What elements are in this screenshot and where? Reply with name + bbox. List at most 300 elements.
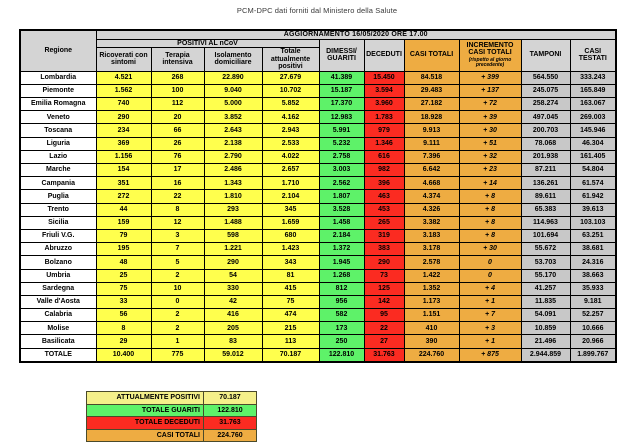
cell-tamponi: 54.091: [521, 309, 570, 322]
cell-dimessi-guariti: 5.232: [319, 137, 364, 150]
cell-casi-testati: 20.966: [570, 335, 616, 348]
cell-totale-positivi: 2.943: [262, 124, 319, 137]
cell-dimessi-guariti: 15.187: [319, 84, 364, 97]
cell-tamponi: 101.694: [521, 229, 570, 242]
cell-casi-totali: 9.913: [404, 124, 459, 137]
cell-incremento: + 8: [459, 216, 521, 229]
cell-casi-totali: 7.396: [404, 150, 459, 163]
cell-incremento: + 7: [459, 309, 521, 322]
covid-regions-table: [19, 29, 617, 363]
cell-casi-testati: 103.103: [570, 216, 616, 229]
header-aggiornamento: AGGIORNAMENTO 16/05/2020 ORE 17.00: [96, 30, 616, 39]
covid-regions-table-container: [19, 29, 615, 363]
summary-box: [86, 391, 257, 442]
table-row: [20, 229, 616, 242]
cell-casi-totali: 1.173: [404, 295, 459, 308]
cell-tamponi: 55.170: [521, 269, 570, 282]
cell-terapia-intensiva: 22: [151, 190, 204, 203]
cell-regione: Friuli V.G.: [20, 229, 96, 242]
cell-ricoverati: 159: [96, 216, 151, 229]
cell-dimessi-guariti: 41.389: [319, 71, 364, 84]
table-row: [20, 111, 616, 124]
table-row: [20, 190, 616, 203]
summary-body: [87, 392, 257, 442]
cell-isolamento-domiciliare: 9.040: [204, 84, 262, 97]
cell-casi-testati: 145.946: [570, 124, 616, 137]
cell-ricoverati: 8: [96, 322, 151, 335]
cell-incremento: + 3: [459, 322, 521, 335]
cell-casi-testati: 61.574: [570, 177, 616, 190]
cell-totale-positivi: 2.657: [262, 164, 319, 177]
cell-terapia-intensiva: 76: [151, 150, 204, 163]
cell-casi-totali: 1.151: [404, 309, 459, 322]
cell-casi-testati: 161.405: [570, 150, 616, 163]
cell-isolamento-domiciliare: 2.486: [204, 164, 262, 177]
cell-dimessi-guariti: 1.807: [319, 190, 364, 203]
cell-incremento: + 30: [459, 243, 521, 256]
summary-label: CASI TOTALI: [87, 429, 204, 442]
cell-casi-testati: 35.933: [570, 282, 616, 295]
header-isolamento-domiciliare: Isolamento domiciliare: [204, 48, 262, 72]
cell-tamponi: 53.703: [521, 256, 570, 269]
cell-totale-positivi: 10.702: [262, 84, 319, 97]
cell-incremento: + 14: [459, 177, 521, 190]
cell-casi-totali: 3.183: [404, 229, 459, 242]
header-row-1: [20, 30, 616, 39]
table-body: [20, 71, 616, 362]
table-row: [20, 84, 616, 97]
cell-deceduti: 290: [364, 256, 404, 269]
cell-tamponi: 87.211: [521, 164, 570, 177]
header-incremento-label: INCREMENTO CASI TOTALI: [466, 41, 514, 57]
cell-totale-positivi: 474: [262, 309, 319, 322]
page-title: PCM-DPC dati forniti dal Ministero della Salute: [236, 6, 398, 15]
summary-value: 224.760: [204, 429, 257, 442]
cell-totale-positivi: 345: [262, 203, 319, 216]
cell-terapia-intensiva: 5: [151, 256, 204, 269]
cell-casi-testati: 165.849: [570, 84, 616, 97]
cell-tamponi: 21.496: [521, 335, 570, 348]
cell-isolamento-domiciliare: 416: [204, 309, 262, 322]
cell-regione: Abruzzo: [20, 243, 96, 256]
cell-tamponi: 41.257: [521, 282, 570, 295]
cell-totale-positivi: 81: [262, 269, 319, 282]
cell-isolamento-domiciliare: 83: [204, 335, 262, 348]
cell-isolamento-domiciliare: 2.790: [204, 150, 262, 163]
cell-dimessi-guariti: 250: [319, 335, 364, 348]
cell-terapia-intensiva: 10: [151, 282, 204, 295]
cell-regione: Calabria: [20, 309, 96, 322]
cell-ricoverati: 740: [96, 98, 151, 111]
cell-dimessi-guariti: 2.758: [319, 150, 364, 163]
cell-incremento: + 137: [459, 84, 521, 97]
summary-row: [87, 404, 257, 417]
cell-deceduti: 95: [364, 309, 404, 322]
cell-totale-positivi: 2.533: [262, 137, 319, 150]
table-row: [20, 216, 616, 229]
cell-casi-totali: 4.668: [404, 177, 459, 190]
cell-tamponi: 10.859: [521, 322, 570, 335]
cell-totale-positivi: 680: [262, 229, 319, 242]
cell-casi-totali: 224.760: [404, 348, 459, 362]
cell-totale-positivi: 27.679: [262, 71, 319, 84]
cell-deceduti: 982: [364, 164, 404, 177]
table-row: [20, 203, 616, 216]
cell-terapia-intensiva: 2: [151, 322, 204, 335]
cell-regione: Sardegna: [20, 282, 96, 295]
cell-ricoverati: 25: [96, 269, 151, 282]
cell-dimessi-guariti: 122.810: [319, 348, 364, 362]
cell-terapia-intensiva: 1: [151, 335, 204, 348]
cell-incremento: + 8: [459, 190, 521, 203]
cell-isolamento-domiciliare: 330: [204, 282, 262, 295]
cell-tamponi: 564.550: [521, 71, 570, 84]
cell-regione: Valle d'Aosta: [20, 295, 96, 308]
header-casi-testati: CASI TESTATI: [570, 39, 616, 71]
cell-totale-positivi: 1.710: [262, 177, 319, 190]
cell-ricoverati: 272: [96, 190, 151, 203]
summary-row: [87, 417, 257, 430]
cell-regione: Lazio: [20, 150, 96, 163]
cell-tamponi: 136.261: [521, 177, 570, 190]
cell-casi-testati: 333.243: [570, 71, 616, 84]
table-row: [20, 137, 616, 150]
header-incremento: [459, 39, 521, 71]
cell-regione: Basilicata: [20, 335, 96, 348]
cell-deceduti: 142: [364, 295, 404, 308]
cell-terapia-intensiva: 0: [151, 295, 204, 308]
cell-ricoverati: 1.562: [96, 84, 151, 97]
cell-incremento: 0: [459, 256, 521, 269]
cell-deceduti: 979: [364, 124, 404, 137]
cell-deceduti: 31.763: [364, 348, 404, 362]
cell-deceduti: 396: [364, 177, 404, 190]
cell-terapia-intensiva: 7: [151, 243, 204, 256]
cell-terapia-intensiva: 20: [151, 111, 204, 124]
table-head: [20, 30, 616, 71]
cell-isolamento-domiciliare: 1.343: [204, 177, 262, 190]
cell-regione: Emilia Romagna: [20, 98, 96, 111]
cell-ricoverati: 29: [96, 335, 151, 348]
cell-dimessi-guariti: 1.268: [319, 269, 364, 282]
cell-dimessi-guariti: 2.184: [319, 229, 364, 242]
cell-incremento: + 875: [459, 348, 521, 362]
cell-terapia-intensiva: 66: [151, 124, 204, 137]
cell-ricoverati: 48: [96, 256, 151, 269]
cell-casi-totali: 9.111: [404, 137, 459, 150]
cell-tamponi: 55.672: [521, 243, 570, 256]
cell-isolamento-domiciliare: 2.138: [204, 137, 262, 150]
cell-ricoverati: 369: [96, 137, 151, 150]
cell-deceduti: 1.783: [364, 111, 404, 124]
cell-ricoverati: 290: [96, 111, 151, 124]
cell-dimessi-guariti: 5.991: [319, 124, 364, 137]
summary-row: [87, 392, 257, 405]
cell-totale-positivi: 75: [262, 295, 319, 308]
cell-casi-testati: 61.942: [570, 190, 616, 203]
cell-casi-totali: 6.642: [404, 164, 459, 177]
cell-isolamento-domiciliare: 1.221: [204, 243, 262, 256]
cell-dimessi-guariti: 582: [319, 309, 364, 322]
cell-regione: Piemonte: [20, 84, 96, 97]
table-row: [20, 71, 616, 84]
cell-casi-testati: 1.899.767: [570, 348, 616, 362]
cell-incremento: + 4: [459, 282, 521, 295]
cell-isolamento-domiciliare: 54: [204, 269, 262, 282]
cell-casi-testati: 163.067: [570, 98, 616, 111]
summary-value: 31.763: [204, 417, 257, 430]
cell-tamponi: 89.611: [521, 190, 570, 203]
cell-ricoverati: 79: [96, 229, 151, 242]
header-regione: Regione: [20, 30, 96, 71]
cell-casi-totali: 4.374: [404, 190, 459, 203]
cell-casi-testati: 24.316: [570, 256, 616, 269]
table-row: [20, 309, 616, 322]
cell-casi-testati: 63.251: [570, 229, 616, 242]
cell-deceduti: 1.346: [364, 137, 404, 150]
cell-terapia-intensiva: 268: [151, 71, 204, 84]
cell-tamponi: 65.383: [521, 203, 570, 216]
cell-incremento: + 39: [459, 111, 521, 124]
cell-ricoverati: 4.521: [96, 71, 151, 84]
cell-casi-totali: 1.352: [404, 282, 459, 295]
cell-tamponi: 201.938: [521, 150, 570, 163]
cell-regione: Marche: [20, 164, 96, 177]
cell-terapia-intensiva: 17: [151, 164, 204, 177]
cell-tamponi: 245.075: [521, 84, 570, 97]
table-row: [20, 269, 616, 282]
cell-totale-positivi: 415: [262, 282, 319, 295]
cell-casi-testati: 39.613: [570, 203, 616, 216]
cell-totale-positivi: 1.659: [262, 216, 319, 229]
header-positivi-group: POSITIVI AL nCoV: [96, 39, 319, 48]
cell-isolamento-domiciliare: 2.643: [204, 124, 262, 137]
cell-ricoverati: 351: [96, 177, 151, 190]
cell-incremento: + 32: [459, 150, 521, 163]
cell-casi-totali: 3.382: [404, 216, 459, 229]
cell-deceduti: 22: [364, 322, 404, 335]
cell-ricoverati: 75: [96, 282, 151, 295]
cell-totale-positivi: 4.162: [262, 111, 319, 124]
cell-deceduti: 73: [364, 269, 404, 282]
cell-deceduti: 15.450: [364, 71, 404, 84]
cell-regione: Liguria: [20, 137, 96, 150]
cell-regione: Bolzano: [20, 256, 96, 269]
cell-casi-totali: 390: [404, 335, 459, 348]
cell-terapia-intensiva: 100: [151, 84, 204, 97]
cell-regione: Lombardia: [20, 71, 96, 84]
cell-isolamento-domiciliare: 42: [204, 295, 262, 308]
cell-incremento: + 8: [459, 229, 521, 242]
cell-ricoverati: 195: [96, 243, 151, 256]
cell-isolamento-domiciliare: 293: [204, 203, 262, 216]
cell-casi-totali: 4.326: [404, 203, 459, 216]
cell-isolamento-domiciliare: 3.852: [204, 111, 262, 124]
cell-deceduti: 3.960: [364, 98, 404, 111]
cell-isolamento-domiciliare: 59.012: [204, 348, 262, 362]
cell-deceduti: 463: [364, 190, 404, 203]
cell-ricoverati: 44: [96, 203, 151, 216]
cell-ricoverati: 10.400: [96, 348, 151, 362]
cell-tamponi: 78.068: [521, 137, 570, 150]
cell-casi-testati: 269.003: [570, 111, 616, 124]
cell-regione: Puglia: [20, 190, 96, 203]
cell-dimessi-guariti: 3.003: [319, 164, 364, 177]
cell-regione: Trento: [20, 203, 96, 216]
table-row: [20, 150, 616, 163]
table-total-row: [20, 348, 616, 362]
cell-regione: Campania: [20, 177, 96, 190]
cell-totale-positivi: 1.423: [262, 243, 319, 256]
cell-casi-totali: 1.422: [404, 269, 459, 282]
cell-casi-testati: 46.304: [570, 137, 616, 150]
summary-label: ATTUALMENTE POSITIVI: [87, 392, 204, 405]
summary-value: 70.187: [204, 392, 257, 405]
cell-tamponi: 200.703: [521, 124, 570, 137]
cell-ricoverati: 33: [96, 295, 151, 308]
cell-incremento: + 399: [459, 71, 521, 84]
cell-incremento: + 51: [459, 137, 521, 150]
cell-regione: Veneto: [20, 111, 96, 124]
table-row: [20, 177, 616, 190]
table-row: [20, 282, 616, 295]
table-row: [20, 164, 616, 177]
cell-totale-positivi: 2.104: [262, 190, 319, 203]
cell-dimessi-guariti: 12.983: [319, 111, 364, 124]
cell-isolamento-domiciliare: 1.810: [204, 190, 262, 203]
header-ricoverati: Ricoverati con sintomi: [96, 48, 151, 72]
header-row-2: [20, 39, 616, 48]
cell-casi-testati: 10.666: [570, 322, 616, 335]
cell-totale-positivi: 215: [262, 322, 319, 335]
cell-casi-totali: 29.483: [404, 84, 459, 97]
cell-terapia-intensiva: 2: [151, 309, 204, 322]
cell-terapia-intensiva: 8: [151, 203, 204, 216]
cell-deceduti: 616: [364, 150, 404, 163]
cell-dimessi-guariti: 173: [319, 322, 364, 335]
cell-deceduti: 27: [364, 335, 404, 348]
cell-deceduti: 383: [364, 243, 404, 256]
cell-casi-totali: 410: [404, 322, 459, 335]
cell-tamponi: 258.274: [521, 98, 570, 111]
table-row: [20, 243, 616, 256]
cell-incremento: + 30: [459, 124, 521, 137]
table-row: [20, 98, 616, 111]
cell-tamponi: 497.045: [521, 111, 570, 124]
cell-casi-testati: 38.663: [570, 269, 616, 282]
cell-casi-totali: 84.518: [404, 71, 459, 84]
cell-deceduti: 319: [364, 229, 404, 242]
cell-isolamento-domiciliare: 205: [204, 322, 262, 335]
cell-deceduti: 125: [364, 282, 404, 295]
header-dimessi: DIMESSI/ GUARITI: [319, 39, 364, 71]
cell-totale-positivi: 4.022: [262, 150, 319, 163]
header-totale-attualmente-positivi: Totale attualmente positivi: [262, 48, 319, 72]
cell-terapia-intensiva: 2: [151, 269, 204, 282]
cell-incremento: + 72: [459, 98, 521, 111]
cell-tamponi: 114.963: [521, 216, 570, 229]
cell-terapia-intensiva: 26: [151, 137, 204, 150]
header-deceduti: DECEDUTI: [364, 39, 404, 71]
cell-deceduti: 3.594: [364, 84, 404, 97]
cell-totale-positivi: 5.852: [262, 98, 319, 111]
summary-value: 122.810: [204, 404, 257, 417]
cell-terapia-intensiva: 16: [151, 177, 204, 190]
cell-terapia-intensiva: 112: [151, 98, 204, 111]
cell-dimessi-guariti: 17.370: [319, 98, 364, 111]
cell-regione: TOTALE: [20, 348, 96, 362]
cell-isolamento-domiciliare: 5.000: [204, 98, 262, 111]
table-row: [20, 256, 616, 269]
summary-label: TOTALE GUARITI: [87, 404, 204, 417]
cell-casi-testati: 9.181: [570, 295, 616, 308]
cell-incremento: + 8: [459, 203, 521, 216]
cell-deceduti: 265: [364, 216, 404, 229]
cell-regione: Molise: [20, 322, 96, 335]
cell-tamponi: 2.944.859: [521, 348, 570, 362]
table-row: [20, 335, 616, 348]
cell-dimessi-guariti: 1.945: [319, 256, 364, 269]
cell-terapia-intensiva: 12: [151, 216, 204, 229]
cell-incremento: + 23: [459, 164, 521, 177]
cell-dimessi-guariti: 812: [319, 282, 364, 295]
cell-dimessi-guariti: 2.562: [319, 177, 364, 190]
cell-ricoverati: 1.156: [96, 150, 151, 163]
cell-dimessi-guariti: 1.372: [319, 243, 364, 256]
cell-casi-totali: 2.578: [404, 256, 459, 269]
header-tamponi: TAMPONI: [521, 39, 570, 71]
cell-isolamento-domiciliare: 22.890: [204, 71, 262, 84]
header-casi-totali: CASI TOTALI: [404, 39, 459, 71]
summary-label: TOTALE DECEDUTI: [87, 417, 204, 430]
cell-incremento: 0: [459, 269, 521, 282]
cell-tamponi: 11.835: [521, 295, 570, 308]
cell-totale-positivi: 70.187: [262, 348, 319, 362]
cell-casi-testati: 38.681: [570, 243, 616, 256]
cell-ricoverati: 234: [96, 124, 151, 137]
summary-row: [87, 429, 257, 442]
cell-isolamento-domiciliare: 290: [204, 256, 262, 269]
cell-ricoverati: 56: [96, 309, 151, 322]
cell-regione: Umbria: [20, 269, 96, 282]
cell-casi-totali: 27.182: [404, 98, 459, 111]
cell-totale-positivi: 343: [262, 256, 319, 269]
cell-casi-testati: 52.257: [570, 309, 616, 322]
cell-ricoverati: 154: [96, 164, 151, 177]
cell-isolamento-domiciliare: 598: [204, 229, 262, 242]
table-row: [20, 124, 616, 137]
cell-totale-positivi: 113: [262, 335, 319, 348]
cell-regione: Toscana: [20, 124, 96, 137]
cell-terapia-intensiva: 775: [151, 348, 204, 362]
cell-casi-totali: 3.178: [404, 243, 459, 256]
cell-isolamento-domiciliare: 1.488: [204, 216, 262, 229]
cell-incremento: + 1: [459, 295, 521, 308]
header-terapia-intensiva: Terapia intensiva: [151, 48, 204, 72]
cell-incremento: + 1: [459, 335, 521, 348]
cell-dimessi-guariti: 3.528: [319, 203, 364, 216]
table-row: [20, 322, 616, 335]
cell-casi-testati: 54.804: [570, 164, 616, 177]
cell-deceduti: 453: [364, 203, 404, 216]
cell-casi-totali: 18.928: [404, 111, 459, 124]
cell-dimessi-guariti: 956: [319, 295, 364, 308]
summary-box-container: [86, 391, 257, 442]
table-row: [20, 295, 616, 308]
cell-dimessi-guariti: 1.458: [319, 216, 364, 229]
cell-regione: Sicilia: [20, 216, 96, 229]
header-incremento-note: (rispetto al giorno precedente): [468, 56, 512, 69]
